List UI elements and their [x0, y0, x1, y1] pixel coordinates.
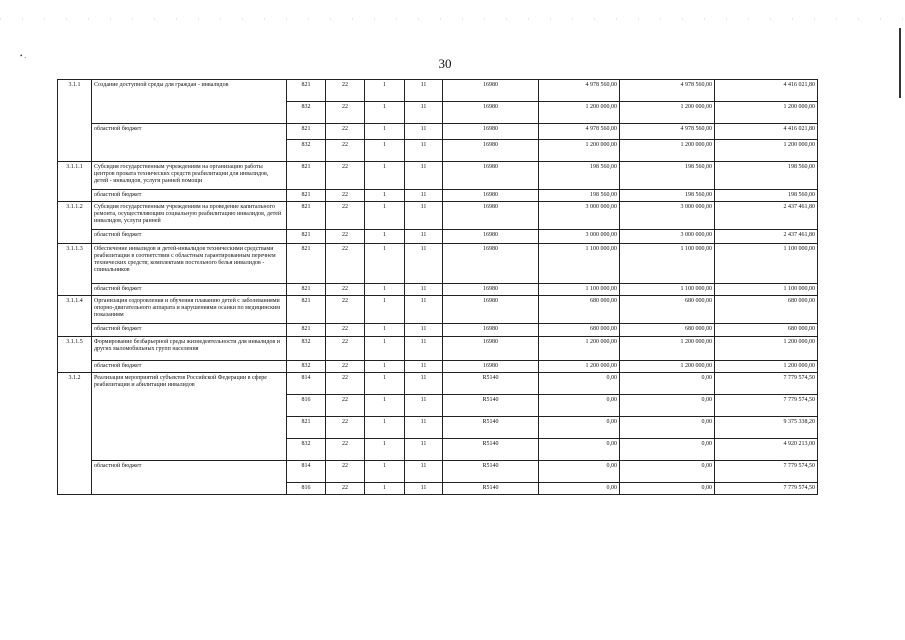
cell-subsection: 1: [365, 337, 405, 361]
cell-target-article: 11: [405, 483, 443, 495]
cell-item-name: областной бюджет: [92, 124, 287, 162]
cell-target-article: 11: [405, 373, 443, 395]
cell-amount-3: 1 200 000,00: [715, 361, 818, 373]
cell-section: 22: [326, 483, 365, 495]
cell-expense-type: 16980: [443, 230, 539, 244]
cell-amount-1: 0,00: [539, 439, 620, 461]
cell-expense-type: R5140: [443, 373, 539, 395]
cell-amount-2: 0,00: [620, 483, 715, 495]
cell-amount-1: 0,00: [539, 483, 620, 495]
cell-target-article: 11: [405, 296, 443, 324]
cell-amount-2: 0,00: [620, 461, 715, 483]
cell-amount-2: 4 978 560,00: [620, 80, 715, 102]
cell-expense-type: 16980: [443, 361, 539, 373]
table-row: [58, 337, 818, 361]
cell-expense-type: 16980: [443, 80, 539, 102]
cell-target-article: 11: [405, 461, 443, 483]
cell-amount-3: 4 416 021,80: [715, 124, 818, 140]
cell-target-article: 11: [405, 80, 443, 102]
cell-item-name: Формирование безбарьерной среды жизнедеятельности для инвалидов и других маломобильных групп населения: [92, 337, 287, 361]
cell-amount-3: 1 200 000,00: [715, 337, 818, 361]
cell-subsection: 1: [365, 190, 405, 202]
cell-kbk: 821: [287, 80, 326, 102]
cell-kbk: 832: [287, 140, 326, 162]
cell-amount-1: 4 978 560,00: [539, 80, 620, 102]
cell-section: 22: [326, 324, 365, 337]
cell-item-name: Создание доступной среды для граждан - инвалидов: [92, 80, 287, 124]
cell-kbk: 821: [287, 162, 326, 190]
cell-amount-2: 1 200 000,00: [620, 102, 715, 124]
cell-item-name: Обеспечение инвалидов и детей-инвалидов техническими средствами реабилитации в соответствии с областным гарантированным перечнем технических средств; комплектами постельного белья инвалидов - спинальников: [92, 244, 287, 284]
cell-amount-3: 680 000,00: [715, 296, 818, 324]
cell-amount-3: 7 779 574,50: [715, 395, 818, 417]
corner-mark: • .: [20, 52, 26, 60]
cell-amount-1: 0,00: [539, 373, 620, 395]
cell-target-article: 11: [405, 190, 443, 202]
cell-expense-type: 16980: [443, 140, 539, 162]
cell-section: 22: [326, 190, 365, 202]
cell-section: 22: [326, 395, 365, 417]
cell-subsection: 1: [365, 361, 405, 373]
cell-subsection: 1: [365, 373, 405, 395]
cell-amount-3: 7 779 574,50: [715, 461, 818, 483]
cell-amount-2: 198 560,00: [620, 190, 715, 202]
cell-item-number: 3.1.1.4: [58, 296, 92, 337]
cell-item-number: 3.1.1.3: [58, 244, 92, 296]
cell-kbk: 832: [287, 439, 326, 461]
cell-amount-2: 1 200 000,00: [620, 140, 715, 162]
cell-target-article: 11: [405, 324, 443, 337]
cell-expense-type: 16980: [443, 102, 539, 124]
cell-kbk: 832: [287, 337, 326, 361]
cell-amount-3: 7 779 574,50: [715, 373, 818, 395]
cell-kbk: 821: [287, 417, 326, 439]
cell-kbk: 821: [287, 284, 326, 296]
cell-amount-2: 0,00: [620, 417, 715, 439]
cell-item-name: областной бюджет: [92, 361, 287, 373]
cell-expense-type: 16980: [443, 337, 539, 361]
cell-section: 22: [326, 373, 365, 395]
cell-subsection: 1: [365, 80, 405, 102]
cell-amount-2: 3 000 000,00: [620, 230, 715, 244]
cell-amount-2: 680 000,00: [620, 296, 715, 324]
cell-section: 22: [326, 140, 365, 162]
cell-kbk: 821: [287, 296, 326, 324]
cell-item-number: 3.1.1: [58, 80, 92, 162]
cell-target-article: 11: [405, 361, 443, 373]
table-row: [58, 244, 818, 284]
table-row: [58, 461, 818, 483]
cell-amount-1: 198 560,00: [539, 162, 620, 190]
cell-item-number: 3.1.1.2: [58, 202, 92, 244]
budget-table: [57, 79, 818, 495]
table-row: [58, 230, 818, 244]
cell-kbk: 821: [287, 230, 326, 244]
cell-section: 22: [326, 162, 365, 190]
table-row: [58, 190, 818, 202]
cell-target-article: 11: [405, 244, 443, 284]
cell-amount-3: 1 100 000,00: [715, 244, 818, 284]
cell-amount-1: 3 000 000,00: [539, 202, 620, 230]
cell-section: 22: [326, 284, 365, 296]
cell-amount-2: 0,00: [620, 439, 715, 461]
cell-section: 22: [326, 202, 365, 230]
cell-subsection: 1: [365, 230, 405, 244]
cell-target-article: 11: [405, 417, 443, 439]
cell-expense-type: R5140: [443, 461, 539, 483]
cell-target-article: 11: [405, 102, 443, 124]
table-row: [58, 324, 818, 337]
cell-amount-1: 0,00: [539, 417, 620, 439]
cell-target-article: 11: [405, 124, 443, 140]
cell-section: 22: [326, 337, 365, 361]
cell-expense-type: R5140: [443, 483, 539, 495]
cell-item-name: областной бюджет: [92, 284, 287, 296]
cell-amount-2: 0,00: [620, 373, 715, 395]
cell-kbk: 816: [287, 395, 326, 417]
table-row: [58, 373, 818, 395]
cell-amount-2: 198 560,00: [620, 162, 715, 190]
cell-amount-3: 4 920 213,00: [715, 439, 818, 461]
table-row: [58, 296, 818, 324]
cell-kbk: 821: [287, 190, 326, 202]
scan-noise-dots: [0, 18, 905, 20]
cell-section: 22: [326, 102, 365, 124]
cell-amount-2: 1 200 000,00: [620, 337, 715, 361]
cell-kbk: 821: [287, 124, 326, 140]
cell-amount-3: 4 416 021,80: [715, 80, 818, 102]
cell-target-article: 11: [405, 230, 443, 244]
cell-amount-3: 198 560,00: [715, 162, 818, 190]
cell-amount-2: 4 978 560,00: [620, 124, 715, 140]
cell-subsection: 1: [365, 102, 405, 124]
cell-subsection: 1: [365, 417, 405, 439]
cell-subsection: 1: [365, 461, 405, 483]
cell-section: 22: [326, 296, 365, 324]
cell-subsection: 1: [365, 395, 405, 417]
cell-kbk: 821: [287, 244, 326, 284]
table-row: [58, 361, 818, 373]
cell-section: 22: [326, 244, 365, 284]
cell-subsection: 1: [365, 202, 405, 230]
cell-item-name: Реализация мероприятий субъектов Российской Федерации в сфере реабилитации и абилитации инвалидов: [92, 373, 287, 461]
cell-kbk: 816: [287, 483, 326, 495]
table-row: [58, 202, 818, 230]
cell-section: 22: [326, 461, 365, 483]
cell-target-article: 11: [405, 140, 443, 162]
cell-expense-type: R5140: [443, 417, 539, 439]
cell-kbk: 821: [287, 202, 326, 230]
cell-item-name: областной бюджет: [92, 230, 287, 244]
cell-expense-type: 16980: [443, 162, 539, 190]
cell-kbk: 832: [287, 102, 326, 124]
cell-amount-1: 1 100 000,00: [539, 284, 620, 296]
cell-amount-2: 1 200 000,00: [620, 361, 715, 373]
cell-section: 22: [326, 439, 365, 461]
cell-amount-3: 7 779 574,50: [715, 483, 818, 495]
cell-expense-type: 16980: [443, 244, 539, 284]
table-row: [58, 284, 818, 296]
cell-amount-2: 3 000 000,00: [620, 202, 715, 230]
cell-item-number: 3.1.1.5: [58, 337, 92, 373]
cell-amount-1: 0,00: [539, 395, 620, 417]
cell-item-name: Организация оздоровления и обучения плаванию детей с заболеваниями опорно-двигательного аппарата и нарушениями осанки по медицинским показаниям: [92, 296, 287, 324]
cell-amount-2: 1 100 000,00: [620, 284, 715, 296]
cell-amount-2: 680 000,00: [620, 324, 715, 337]
cell-amount-1: 198 560,00: [539, 190, 620, 202]
cell-item-name: областной бюджет: [92, 190, 287, 202]
cell-expense-type: R5140: [443, 395, 539, 417]
cell-expense-type: 16980: [443, 284, 539, 296]
cell-kbk: 814: [287, 373, 326, 395]
cell-subsection: 1: [365, 296, 405, 324]
cell-item-name: областной бюджет: [92, 461, 287, 495]
cell-item-name: областной бюджет: [92, 324, 287, 337]
cell-section: 22: [326, 361, 365, 373]
cell-amount-1: 1 200 000,00: [539, 337, 620, 361]
cell-subsection: 1: [365, 124, 405, 140]
cell-amount-1: 3 000 000,00: [539, 230, 620, 244]
cell-subsection: 1: [365, 439, 405, 461]
cell-section: 22: [326, 230, 365, 244]
cell-kbk: 821: [287, 324, 326, 337]
cell-amount-3: 2 437 461,80: [715, 230, 818, 244]
cell-amount-2: 0,00: [620, 395, 715, 417]
cell-amount-3: 198 560,00: [715, 190, 818, 202]
cell-item-number: 3.1.2: [58, 373, 92, 495]
cell-item-name: Субсидия государственным учреждениям на организацию работы центров проката технических средств реабилитации для инвалидов, детей - инвалидов, услуги ранней помощи: [92, 162, 287, 190]
cell-amount-3: 9 375 338,20: [715, 417, 818, 439]
cell-target-article: 11: [405, 202, 443, 230]
cell-amount-1: 4 978 560,00: [539, 124, 620, 140]
cell-section: 22: [326, 124, 365, 140]
cell-expense-type: 16980: [443, 296, 539, 324]
cell-amount-1: 680 000,00: [539, 296, 620, 324]
cell-expense-type: R5140: [443, 439, 539, 461]
scan-edge-mark: [899, 28, 901, 98]
cell-target-article: 11: [405, 337, 443, 361]
cell-expense-type: 16980: [443, 190, 539, 202]
page-number: 30: [438, 56, 452, 71]
cell-item-name: Субсидия государственным учреждениям на проведение капитального ремонта, осуществляющим социальную реабилитацию инвалидов, детей инвалидов, услуги ранней: [92, 202, 287, 230]
cell-target-article: 11: [405, 395, 443, 417]
cell-subsection: 1: [365, 483, 405, 495]
cell-target-article: 11: [405, 162, 443, 190]
cell-amount-3: 680 000,00: [715, 324, 818, 337]
cell-subsection: 1: [365, 324, 405, 337]
cell-section: 22: [326, 80, 365, 102]
cell-amount-1: 1 200 000,00: [539, 140, 620, 162]
cell-amount-1: 1 100 000,00: [539, 244, 620, 284]
cell-section: 22: [326, 417, 365, 439]
cell-item-number: 3.1.1.1: [58, 162, 92, 202]
cell-amount-3: 1 200 000,00: [715, 102, 818, 124]
cell-amount-1: 1 200 000,00: [539, 361, 620, 373]
cell-amount-3: 2 437 461,80: [715, 202, 818, 230]
cell-kbk: 814: [287, 461, 326, 483]
cell-amount-3: 1 200 000,00: [715, 140, 818, 162]
cell-amount-1: 1 200 000,00: [539, 102, 620, 124]
cell-amount-3: 1 100 000,00: [715, 284, 818, 296]
cell-subsection: 1: [365, 140, 405, 162]
table-row: [58, 80, 818, 102]
cell-kbk: 832: [287, 361, 326, 373]
cell-amount-1: 0,00: [539, 461, 620, 483]
cell-target-article: 11: [405, 284, 443, 296]
cell-expense-type: 16980: [443, 324, 539, 337]
cell-amount-2: 1 100 000,00: [620, 244, 715, 284]
cell-subsection: 1: [365, 244, 405, 284]
cell-subsection: 1: [365, 162, 405, 190]
cell-expense-type: 16980: [443, 124, 539, 140]
cell-amount-1: 680 000,00: [539, 324, 620, 337]
cell-expense-type: 16980: [443, 202, 539, 230]
table-row: [58, 162, 818, 190]
table-row: [58, 124, 818, 140]
cell-subsection: 1: [365, 284, 405, 296]
cell-target-article: 11: [405, 439, 443, 461]
